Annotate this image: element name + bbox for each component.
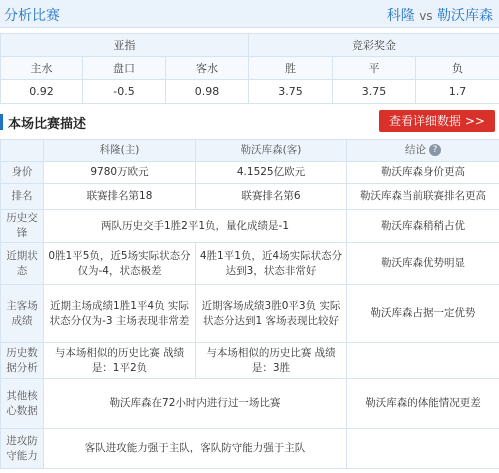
row-label: 历史交锋 xyxy=(1,210,44,243)
conclusion-cell xyxy=(347,429,499,469)
odds-table xyxy=(0,33,499,104)
desc-row-h2h xyxy=(1,210,499,243)
row-label: 身价 xyxy=(1,162,44,184)
odds-column-row xyxy=(1,57,499,80)
match-teams xyxy=(387,5,493,25)
asian-handicap-header: 亚指 xyxy=(1,34,249,57)
desc-row-core-data xyxy=(1,379,499,429)
conclusion-cell: 勒沃库森身价更高 xyxy=(347,162,499,184)
odds-value: 3.75 xyxy=(249,80,333,104)
conclusion-cell: 勒沃库森优势明显 xyxy=(347,243,499,285)
home-cell: 近期主场成绩1胜1平4负 实际状态分仅为-3 主场表现非常差 xyxy=(44,285,196,343)
odds-col-header: 负 xyxy=(416,57,499,80)
odds-value-row xyxy=(1,80,499,104)
desc-header-row xyxy=(1,140,499,162)
row-label: 排名 xyxy=(1,184,44,210)
odds-value: 3.75 xyxy=(333,80,416,104)
odds-value: 0.92 xyxy=(1,80,83,104)
home-team-name[interactable]: 科隆 xyxy=(386,8,415,24)
desc-row-attack-defense xyxy=(1,429,499,469)
desc-row-home-away xyxy=(1,285,499,343)
home-column-header: 科隆(主) xyxy=(44,140,196,162)
odds-col-header: 盘口 xyxy=(83,57,166,80)
merged-cell: 两队历史交手1胜2平1负，量化成绩是-1 xyxy=(44,210,347,243)
away-cell: 近期客场成绩3胜0平3负 实际状态分达到1 客场表现比较好 xyxy=(196,285,347,343)
desc-row-form xyxy=(1,243,499,285)
row-label: 其他核心数据 xyxy=(1,379,44,429)
home-cell: 与本场相似的历史比赛 战绩是：1平2负 xyxy=(44,343,196,379)
odds-col-header: 胜 xyxy=(249,57,333,80)
conclusion-cell: 勒沃库森当前联赛排名更高 xyxy=(347,184,499,210)
odds-group-row xyxy=(1,34,499,57)
away-cell: 4胜1平1负，近4场实际状态分达到3，状态非常好 xyxy=(196,243,347,285)
conclusion-cell xyxy=(347,343,499,379)
page-title: 分析比赛 xyxy=(4,8,60,24)
home-cell: 9780万欧元 xyxy=(44,162,196,184)
desc-row-value xyxy=(1,162,499,184)
conclusion-cell: 勒沃库森稍稍占优 xyxy=(347,210,499,243)
row-label: 进攻防守能力 xyxy=(1,429,44,469)
odds-col-header: 主水 xyxy=(1,57,83,80)
desc-row-history xyxy=(1,343,499,379)
section-accent-bar xyxy=(0,114,3,130)
view-details-button[interactable]: 查看详细数据 >> xyxy=(379,110,495,132)
merged-cell: 勒沃库森在72小时内进行过一场比赛 xyxy=(44,379,347,429)
lottery-odds-header: 竞彩奖金 xyxy=(249,34,499,57)
row-label: 主客场成绩 xyxy=(1,285,44,343)
row-label: 历史数据分析 xyxy=(1,343,44,379)
odds-value: 0.98 xyxy=(166,80,249,104)
away-team-name[interactable]: 勒沃库森 xyxy=(437,8,493,24)
desc-row-rank xyxy=(1,184,499,210)
match-header xyxy=(0,0,499,28)
away-cell: 联赛排名第6 xyxy=(196,184,347,210)
odds-value: 1.7 xyxy=(416,80,499,104)
section-title: 本场比赛描述 xyxy=(8,117,87,132)
odds-value: -0.5 xyxy=(83,80,166,104)
desc-corner-cell xyxy=(1,140,44,162)
away-column-header: 勒沃库森(客) xyxy=(196,140,347,162)
away-cell: 与本场相似的历史比赛 战绩是：3胜 xyxy=(196,343,347,379)
conclusion-column-header xyxy=(347,140,499,162)
vs-label: vs xyxy=(419,9,433,23)
match-description-table xyxy=(0,139,499,469)
help-icon[interactable]: ? xyxy=(429,144,441,156)
home-cell: 联赛排名第18 xyxy=(44,184,196,210)
conclusion-cell: 勒沃库森占据一定优势 xyxy=(347,285,499,343)
row-label: 近期状态 xyxy=(1,243,44,285)
away-cell: 4.1525亿欧元 xyxy=(196,162,347,184)
odds-col-header: 客水 xyxy=(166,57,249,80)
odds-col-header: 平 xyxy=(333,57,416,80)
conclusion-cell: 勒沃库森的体能情况更差 xyxy=(347,379,499,429)
home-cell: 0胜1平5负，近5场实际状态分仅为-4，状态极差 xyxy=(44,243,196,285)
merged-cell: 客队进攻能力强于主队，客队防守能力强于主队 xyxy=(44,429,347,469)
conclusion-header-label: 结论 xyxy=(405,144,426,156)
